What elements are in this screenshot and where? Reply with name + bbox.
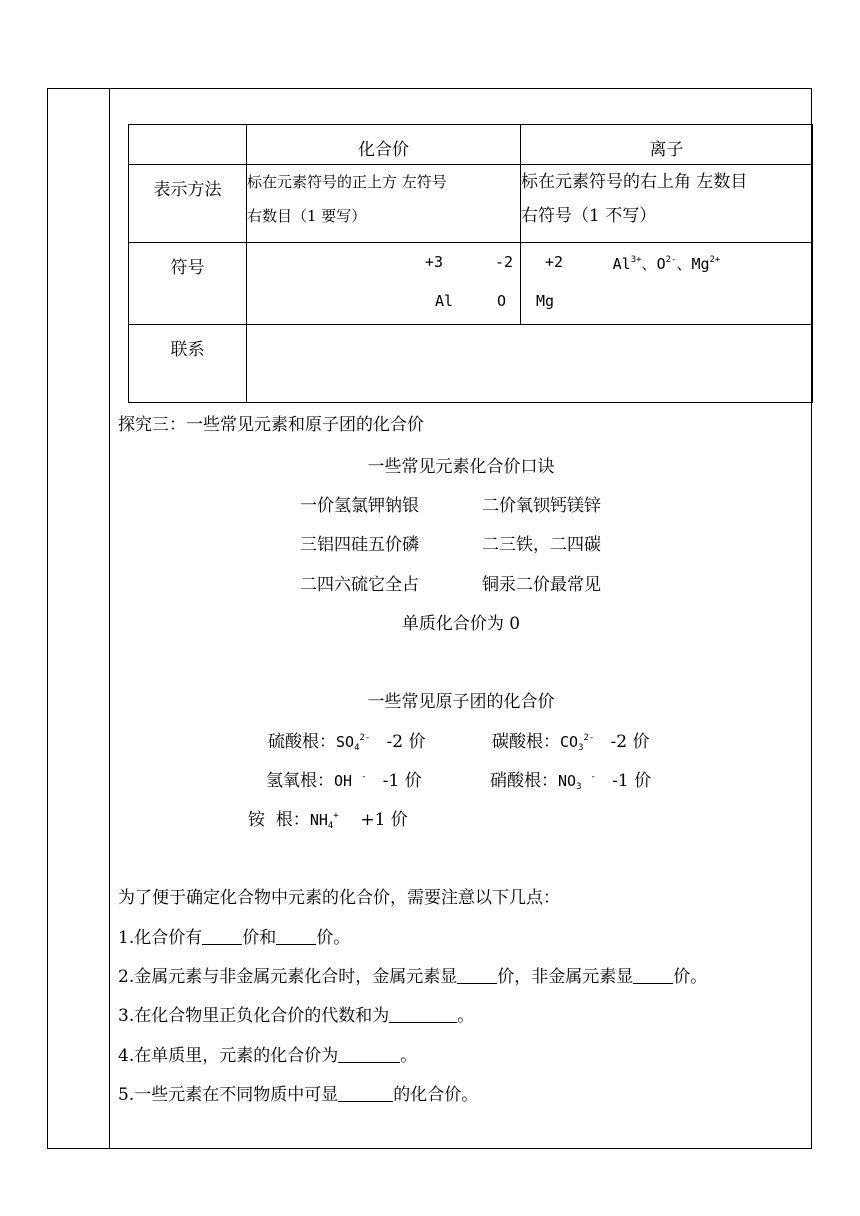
row-label-relation: 联系 xyxy=(129,325,247,403)
blank-5[interactable] xyxy=(338,1084,393,1102)
ion-method-line2: 右符号（1 不写） xyxy=(521,206,657,226)
groups-title: 一些常见原子团的化合价 xyxy=(367,692,555,712)
note-5: 5.一些元素在不同物质中可显 的化合价。 xyxy=(118,1085,479,1105)
ion-al: $Al^{3+}$ xyxy=(612,255,642,273)
valence-top-al: +3 xyxy=(425,253,444,271)
blank-4[interactable] xyxy=(338,1045,400,1063)
note-1: 1.化合价有 价和 价。 xyxy=(118,928,351,948)
group-sulfate: 硫酸根：$SO_4^{2-}$ -2 价 xyxy=(268,732,426,753)
blank-3[interactable] xyxy=(389,1005,457,1023)
element-o: O xyxy=(497,292,507,310)
group-carbonate: 碳酸根：$CO_3^{2-}$ -2 价 xyxy=(492,732,650,753)
ion-mg: $Mg^{2+}$ xyxy=(691,255,721,273)
valence-method-line1: 标在元素符号的正上方 左符号 xyxy=(247,173,447,191)
ion-symbol-cell xyxy=(521,243,813,325)
table-row-symbol xyxy=(129,243,813,325)
ion-separator: 、 xyxy=(641,255,657,273)
group-hydroxide: 氢氧根：OH - -1 价 xyxy=(266,771,422,791)
mnemonic-1b: 二价氧钡钙镁锌 xyxy=(482,496,601,516)
mnemonic-title: 一些常见元素化合价口诀 xyxy=(367,457,555,477)
valence-top-o: -2 xyxy=(495,253,514,271)
header-valence: 化合价 xyxy=(247,125,521,165)
valence-symbol-cell xyxy=(247,243,564,325)
mnemonic-2b: 二三铁，二四碳 xyxy=(482,535,601,555)
note-2: 2.金属元素与非金属元素化合时，金属元素显 价，非金属元素显 价。 xyxy=(118,967,708,987)
blank-1a[interactable] xyxy=(202,927,242,945)
table-header-row xyxy=(129,125,813,165)
blank-2a[interactable] xyxy=(457,966,497,984)
valence-method-line2: 右数目（1 要写） xyxy=(247,207,367,225)
mnemonic-1a: 一价氢氯钾钠银 xyxy=(300,496,419,516)
header-blank xyxy=(129,125,247,165)
mnemonic-3b: 铜汞二价最常见 xyxy=(482,575,601,595)
group-ammonium: 铵 根：$NH_4^+$ +1 价 xyxy=(248,810,408,831)
ion-method-line1: 标在元素符号的右上角 左数目 xyxy=(521,172,748,192)
table-row-method xyxy=(129,165,813,243)
mnemonic-last: 单质化合价为 0 xyxy=(401,614,521,634)
row-label-method: 表示方法 xyxy=(129,165,247,243)
group-nitrate: 硝酸根：$NO_3$ - -1 价 xyxy=(490,771,652,792)
mnemonic-3a: 二四六硫它全占 xyxy=(300,575,419,595)
ion-separator: 、 xyxy=(676,255,692,273)
valence-ion-comparison-table xyxy=(128,124,813,403)
ion-o: $O^{2-}$ xyxy=(656,255,677,273)
note-4: 4.在单质里，元素的化合价为 。 xyxy=(118,1046,418,1066)
valence-top-mg: +2 xyxy=(545,253,564,271)
note-3: 3.在化合物里正负化合价的代数和为 。 xyxy=(118,1006,475,1026)
element-mg: Mg xyxy=(536,292,555,310)
ion-method-cell xyxy=(521,165,813,243)
row-label-symbol: 符号 xyxy=(129,243,247,325)
blank-2b[interactable] xyxy=(633,966,673,984)
valence-method-cell xyxy=(247,165,521,243)
table-row-relation xyxy=(129,325,813,403)
element-al: Al xyxy=(435,292,454,310)
section-heading: 探究三：一些常见元素和原子团的化合价 xyxy=(118,415,424,435)
notes-intro: 为了便于确定化合物中元素的化合价，需要注意以下几点： xyxy=(118,888,560,908)
header-ion: 离子 xyxy=(521,125,813,165)
relation-content-cell xyxy=(247,325,813,403)
blank-1b[interactable] xyxy=(276,927,316,945)
mnemonic-2a: 三铝四硅五价磷 xyxy=(300,535,419,555)
ion-symbols xyxy=(521,243,812,274)
